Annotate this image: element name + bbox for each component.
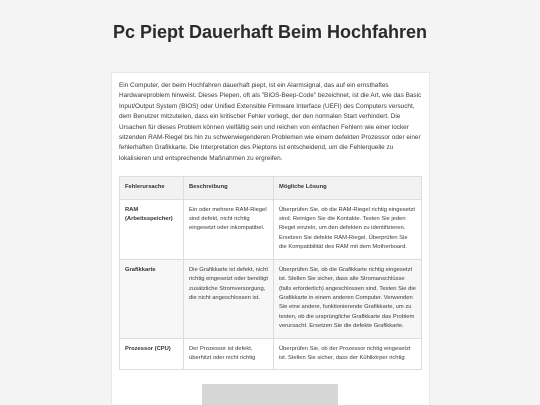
cell-solution: Überprüfen Sie, ob der Prozessor richtig eingesetzt ist. Stellen Sie sicher, dass der Kühlkörper richtig [274, 338, 422, 370]
intro-paragraph: Ein Computer, der beim Hochfahren dauerhaft piept, ist ein Alarmsignal, das auf ein ernsthaftes Hardwareproblem hinweist. Dieses Piepen, oft als "BIOS-Beep-Code" bezeichnet, ist die Art, wie das Basic Input/Output System (BIOS) oder Unified Extensible Firmware Interface (UEFI) des Computers versucht, dem Benutzer mitzuteilen, dass ein kritischer Fehler vorliegt, der den normalen Start verhindert. Die Ursachen für dieses Problem können vielfältig sein und reichen von einfachen Fehlern wie einer locker sitzenden RAM-Riegel bis hin zu schwerwiegenderen Problemen wie einem defekten Prozessor oder einer fehlerhaften Grafikkarte. Die Interpretation des Pieptons ist entscheidend, um die Fehlerquelle zu lokalisieren und entsprechende Maßnahmen zu ergreifen. [119, 82, 422, 162]
header-cause: Fehlerursache [120, 177, 184, 199]
article-card [111, 72, 430, 405]
cell-description: Die Grafikkarte ist defekt, nicht richtig eingesetzt oder benötigt zusätzliche Stromversorgung, die nicht angeschlossen ist. [184, 259, 274, 338]
cell-cause: RAM (Arbeitsspeicher) [120, 199, 184, 259]
cell-solution: Überprüfen Sie, ob die RAM-Riegel richtig eingesetzt sind. Reinigen Sie die Kontakte. Testen Sie jeden Riegel einzeln, um den defekten zu identifizieren. Ersetzen Sie defekte RAM-Riegel. Überprüfen Sie die Kompatibilität des RAM mit dem Motherboard. [274, 199, 422, 259]
bottom-banner-placeholder [202, 384, 338, 405]
table-row [120, 199, 422, 259]
header-solution: Mögliche Lösung [274, 177, 422, 199]
cell-cause: Prozessor (CPU) [120, 338, 184, 370]
cell-description: Ein oder mehrere RAM-Riegel sind defekt, nicht richtig eingesetzt oder inkompatibel. [184, 199, 274, 259]
table-row [120, 259, 422, 338]
cell-solution: Überprüfen Sie, ob die Grafikkarte richtig eingesetzt ist. Stellen Sie sicher, dass alle Stromanschlüsse (falls erforderlich) angeschlossen sind. Testen Sie die Grafikkarte in einem anderen Computer. Verwenden Sie eine andere, funktionierende Grafikkarte, um zu testen, ob die ursprüngliche Grafikkarte das Problem verursacht. Ersetzen Sie die defekte Grafikkarte. [274, 259, 422, 338]
cell-description: Der Prozessor ist defekt, überhitzt oder nicht richtig [184, 338, 274, 370]
cell-cause: Grafikkarte [120, 259, 184, 338]
page-title: Pc Piept Dauerhaft Beim Hochfahren [112, 22, 428, 42]
table-row [120, 338, 422, 370]
error-causes-table [119, 176, 422, 370]
header-description: Beschreibung [184, 177, 274, 199]
table-header-row [120, 177, 422, 199]
